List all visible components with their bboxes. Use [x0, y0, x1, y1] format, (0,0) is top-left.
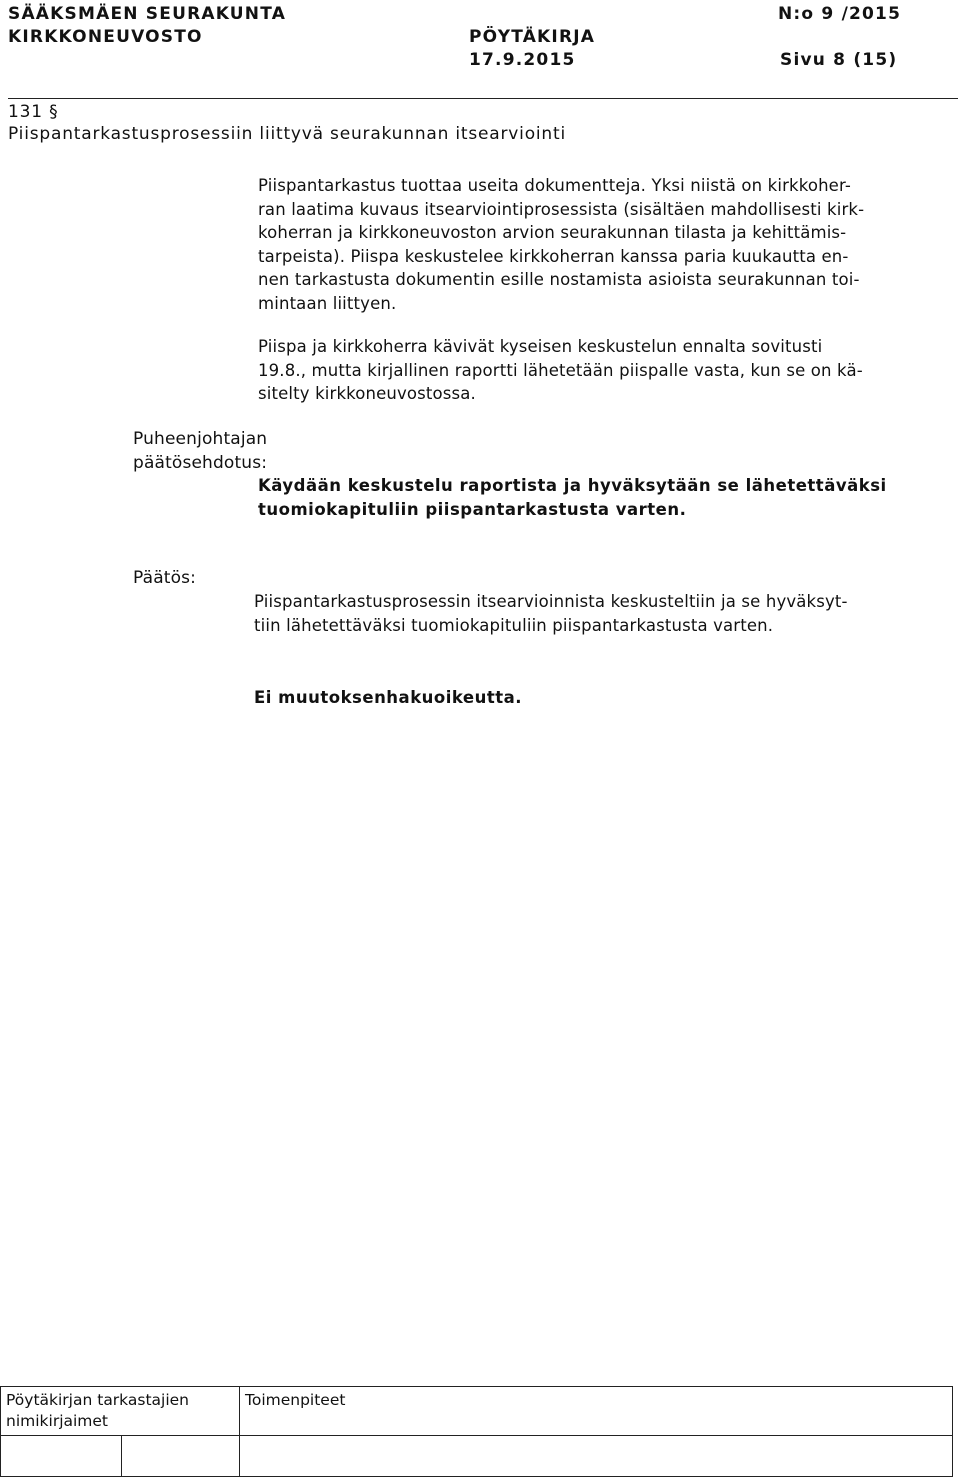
proposal-label-line1: Puheenjohtajan: [133, 429, 268, 449]
doc-type: PÖYTÄKIRJA: [469, 27, 596, 47]
paragraph-line: nen tarkastusta dokumentin esille nostamista asioista seurakunnan toi-: [258, 270, 860, 289]
decision-label: Päätös:: [133, 568, 197, 588]
decision-line1: Piispantarkastusprosessin itsearvioinnista keskusteltiin ja se hyväksyt-: [254, 592, 848, 611]
proposal-text: [258, 474, 887, 521]
initials-box-1: [1, 1436, 122, 1476]
paragraph-line: ran laatima kuvaus itsearviointiprosessista (sisältäen mahdollisesti kirk-: [258, 199, 865, 219]
paragraph-2: [258, 335, 863, 406]
header-divider: [8, 98, 958, 99]
paragraph-line: mintaan liittyen.: [258, 293, 397, 313]
paragraph-line: koherran ja kirkkoneuvoston arvion seurakunnan tilasta ja kehittämis-: [258, 223, 847, 242]
initials-box-2: [122, 1436, 239, 1476]
section-symbol: §: [49, 102, 59, 122]
document-number: N:o 9 /2015: [778, 4, 902, 24]
paragraph-line: 19.8., mutta kirjallinen raportti lähetetään piispalle vasta, kun se on kä-: [258, 360, 863, 380]
footer-table: [0, 1386, 953, 1477]
appeal-note: Ei muutoksenhakuoikeutta.: [254, 688, 523, 707]
paragraph-1: [258, 174, 864, 315]
proposal-line1: Käydään keskustelu raportista ja hyväksytään se lähetettäväksi: [258, 476, 887, 495]
paragraph-line: Piispantarkastus tuottaa useita dokumentteja. Yksi niistä on kirkkoher-: [258, 176, 851, 195]
proposal-label-line2: päätösehdotus:: [133, 452, 268, 473]
footer-initials-label: nimikirjaimet: [6, 1412, 109, 1430]
footer-initials-box: [1, 1436, 240, 1477]
meeting-date: 17.9.2015: [469, 50, 576, 70]
paragraph-line: tarpeista). Piispa keskustelee kirkkoherran kanssa paria kuukautta en-: [258, 246, 849, 266]
body-name: KIRKKONEUVOSTO: [8, 27, 203, 47]
proposal-label: [133, 428, 267, 475]
page-number: Sivu 8 (15): [780, 50, 898, 70]
paragraph-line: Piispa ja kirkkoherra kävivät kyseisen keskustelun ennalta sovitusti: [258, 337, 823, 356]
footer-reviewers-label: Pöytäkirjan tarkastajien: [6, 1391, 190, 1409]
section-number: 131: [8, 102, 43, 122]
section-heading: [8, 102, 58, 122]
footer-cell-actions: [240, 1387, 953, 1436]
section-title: Piispantarkastusprosessiin liittyvä seurakunnan itsearviointi: [8, 124, 566, 144]
decision-line2: tiin lähetettäväksi tuomiokapituliin piispantarkastusta varten.: [254, 615, 774, 635]
decision-text: [254, 590, 848, 637]
proposal-line2: tuomiokapituliin piispantarkastusta varten.: [258, 499, 687, 519]
org-name: SÄÄKSMÄEN SEURAKUNTA: [8, 4, 287, 24]
footer-actions-label: Toimenpiteet: [245, 1391, 346, 1409]
paragraph-line: sitelty kirkkoneuvostossa.: [258, 384, 476, 403]
footer-cell-reviewers: [1, 1387, 240, 1436]
footer-actions-box: [240, 1436, 953, 1477]
